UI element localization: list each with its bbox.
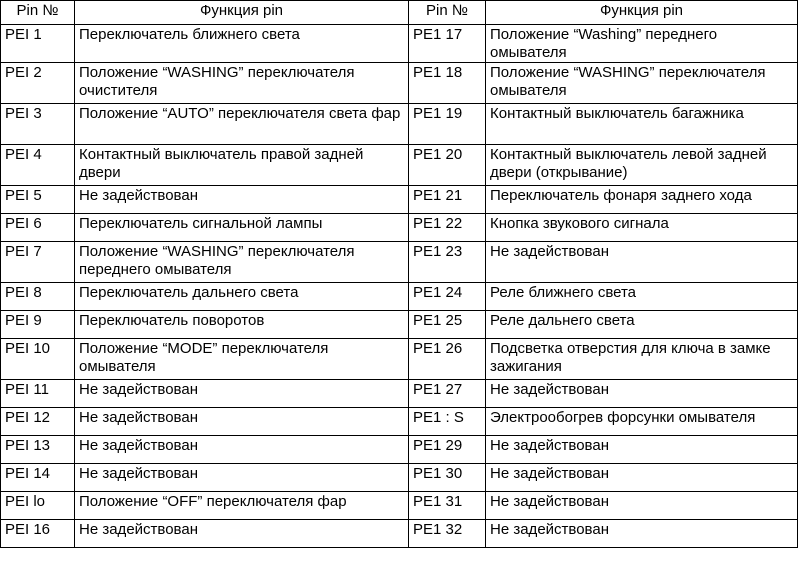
function-cell: Не задействован: [75, 408, 409, 436]
pin-cell-2: PE1 21: [409, 186, 486, 214]
function-cell-2: Не задействован: [486, 436, 798, 464]
function-cell-2: Электрообогрев форсунки омывателя: [486, 408, 798, 436]
pin-cell-2: PE1 25: [409, 311, 486, 339]
pin-cell: PEI 10: [1, 339, 75, 380]
pin-cell-2: PE1 17: [409, 25, 486, 63]
function-cell-2: Контактный выключатель багажника: [486, 104, 798, 145]
table-row: [1, 339, 798, 380]
function-cell-2: Кнопка звукового сигнала: [486, 214, 798, 242]
pin-cell-2: PE1 : S: [409, 408, 486, 436]
pin-cell-2: PE1 31: [409, 492, 486, 520]
table-row: [1, 63, 798, 104]
pin-cell: PEI 5: [1, 186, 75, 214]
function-cell: Положение “AUTO” переключателя света фар: [75, 104, 409, 145]
function-cell: Контактный выключатель правой задней двери: [75, 145, 409, 186]
function-cell-2: Не задействован: [486, 380, 798, 408]
pin-cell-2: PE1 24: [409, 283, 486, 311]
function-cell: Не задействован: [75, 186, 409, 214]
function-cell: Переключатель сигнальной лампы: [75, 214, 409, 242]
function-cell: Положение “MODE” переключателя омывателя: [75, 339, 409, 380]
table-row: [1, 214, 798, 242]
function-cell: Положение “OFF” переключателя фар: [75, 492, 409, 520]
pin-cell: PEI 13: [1, 436, 75, 464]
pin-cell: PEI 14: [1, 464, 75, 492]
function-cell-2: Не задействован: [486, 464, 798, 492]
function-cell-2: Не задействован: [486, 242, 798, 283]
pin-cell-2: PE1 29: [409, 436, 486, 464]
pin-cell-2: PE1 22: [409, 214, 486, 242]
function-cell: Положение “WASHING” переключателя очистителя: [75, 63, 409, 104]
function-cell: Не задействован: [75, 464, 409, 492]
function-cell: Переключатель ближнего света: [75, 25, 409, 63]
table-body: [1, 25, 798, 548]
pin-cell-2: PE1 19: [409, 104, 486, 145]
pin-cell-2: PE1 23: [409, 242, 486, 283]
header-function: Функция pin: [75, 1, 409, 25]
function-cell: Не задействован: [75, 380, 409, 408]
function-cell-2: Не задействован: [486, 520, 798, 548]
header-pin-2: Pin №: [409, 1, 486, 25]
pin-cell: PEI 3: [1, 104, 75, 145]
function-cell: Не задействован: [75, 436, 409, 464]
function-cell-2: Реле ближнего света: [486, 283, 798, 311]
table-row: [1, 520, 798, 548]
table-row: [1, 380, 798, 408]
table-row: [1, 242, 798, 283]
table-row: [1, 25, 798, 63]
table-row: [1, 464, 798, 492]
table-row: [1, 186, 798, 214]
pin-cell: PEI 9: [1, 311, 75, 339]
function-cell-2: Не задействован: [486, 492, 798, 520]
function-cell: Переключатель поворотов: [75, 311, 409, 339]
function-cell-2: Контактный выключатель левой задней двери (открывание): [486, 145, 798, 186]
header-function-2: Функция pin: [486, 1, 798, 25]
pin-cell-2: PE1 32: [409, 520, 486, 548]
table-row: [1, 436, 798, 464]
pin-cell: PEI 7: [1, 242, 75, 283]
function-cell-2: Реле дальнего света: [486, 311, 798, 339]
function-cell-2: Положение “Washing” переднего омывателя: [486, 25, 798, 63]
table-row: [1, 283, 798, 311]
table-row: [1, 104, 798, 145]
function-cell-2: Положение “WASHING” переключателя омывателя: [486, 63, 798, 104]
pin-cell-2: PE1 20: [409, 145, 486, 186]
table-row: [1, 408, 798, 436]
pin-cell-2: PE1 27: [409, 380, 486, 408]
pin-cell-2: PE1 30: [409, 464, 486, 492]
pin-cell-2: PE1 18: [409, 63, 486, 104]
function-cell-2: Подсветка отверстия для ключа в замке зажигания: [486, 339, 798, 380]
table-row: [1, 492, 798, 520]
pin-cell: PEI 1: [1, 25, 75, 63]
table-row: [1, 145, 798, 186]
function-cell: Положение “WASHING” переключателя переднего омывателя: [75, 242, 409, 283]
function-cell-2: Переключатель фонаря заднего хода: [486, 186, 798, 214]
function-cell: Не задействован: [75, 520, 409, 548]
pin-cell: PEI 11: [1, 380, 75, 408]
pin-cell: PEI 2: [1, 63, 75, 104]
pin-cell: PEI 16: [1, 520, 75, 548]
table-row: [1, 311, 798, 339]
function-cell: Переключатель дальнего света: [75, 283, 409, 311]
pin-cell: PEI 12: [1, 408, 75, 436]
pin-cell: PEI lo: [1, 492, 75, 520]
header-pin: Pin №: [1, 1, 75, 25]
pin-cell-2: PE1 26: [409, 339, 486, 380]
pin-cell: PEI 6: [1, 214, 75, 242]
pin-cell: PEI 4: [1, 145, 75, 186]
table-header-row: [1, 1, 798, 25]
pin-cell: PEI 8: [1, 283, 75, 311]
